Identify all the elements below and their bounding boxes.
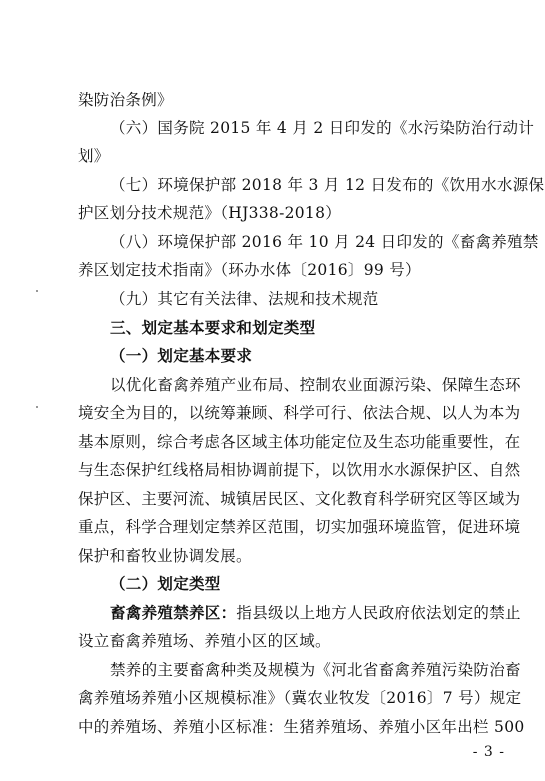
text-line: 以优化畜禽养殖产业布局、控制农业面源污染、保障生态环 bbox=[110, 376, 521, 394]
text-line: （六）国务院 2015 年 4 月 2 日印发的《水污染防治行动计 bbox=[110, 119, 535, 137]
subsection-heading: （一）划定基本要求 bbox=[110, 347, 253, 365]
text-line: 基本原则，综合考虑各区域主体功能定位及生态功能重要性，在 bbox=[78, 433, 521, 451]
text-line: 养区划定技术指南》（环办水体〔2016〕99 号） bbox=[78, 261, 421, 279]
section-heading: 三、划定基本要求和划定类型 bbox=[110, 319, 316, 337]
text-line: 划》 bbox=[78, 147, 110, 165]
scan-speck bbox=[36, 290, 38, 292]
text-line: 中的养殖场、养殖小区标准：生猪养殖场、养殖小区年出栏 500 bbox=[78, 718, 525, 736]
text-line bbox=[110, 603, 521, 623]
text-line: 护区划分技术规范》（HJ338-2018） bbox=[78, 204, 342, 222]
text-line: 保护和畜牧业协调发展。 bbox=[78, 547, 252, 565]
text-line: （七）环境保护部 2018 年 3 月 12 日发布的《饮用水水源保 bbox=[110, 176, 545, 194]
term-definition: 指县级以上地方人民政府依法划定的禁止 bbox=[236, 604, 521, 622]
scan-speck bbox=[36, 406, 38, 408]
text-line: 禽养殖场养殖小区规模标准》（冀农业牧发〔2016〕7 号）规定 bbox=[78, 689, 522, 707]
text-line: 保护区、主要河流、城镇居民区、文化教育科学研究区等区域为 bbox=[78, 490, 521, 508]
text-line: 禁养的主要畜禽种类及规模为《河北省畜禽养殖污染防治畜 bbox=[110, 661, 521, 679]
text-line: 与生态保护红线格局相协调前提下，以饮用水水源保护区、自然 bbox=[78, 461, 521, 479]
subsection-heading: （二）划定类型 bbox=[110, 575, 221, 593]
text-line: 设立畜禽养殖场、养殖小区的区域。 bbox=[78, 632, 331, 650]
text-line: （八）环境保护部 2016 年 10 月 24 日印发的《畜禽养殖禁 bbox=[110, 233, 539, 251]
page-number: - 3 - bbox=[472, 744, 505, 760]
text-line: 境安全为目的，以统筹兼顾、科学可行、依法合规、以人为本为 bbox=[78, 404, 521, 422]
text-line: 染防治条例》 bbox=[78, 91, 173, 109]
text-line: 重点，科学合理划定禁养区范围，切实加强环境监管，促进环境 bbox=[78, 518, 521, 536]
text-line: （九）其它有关法律、法规和技术规范 bbox=[110, 290, 379, 308]
term-label: 畜禽养殖禁养区： bbox=[110, 604, 237, 622]
